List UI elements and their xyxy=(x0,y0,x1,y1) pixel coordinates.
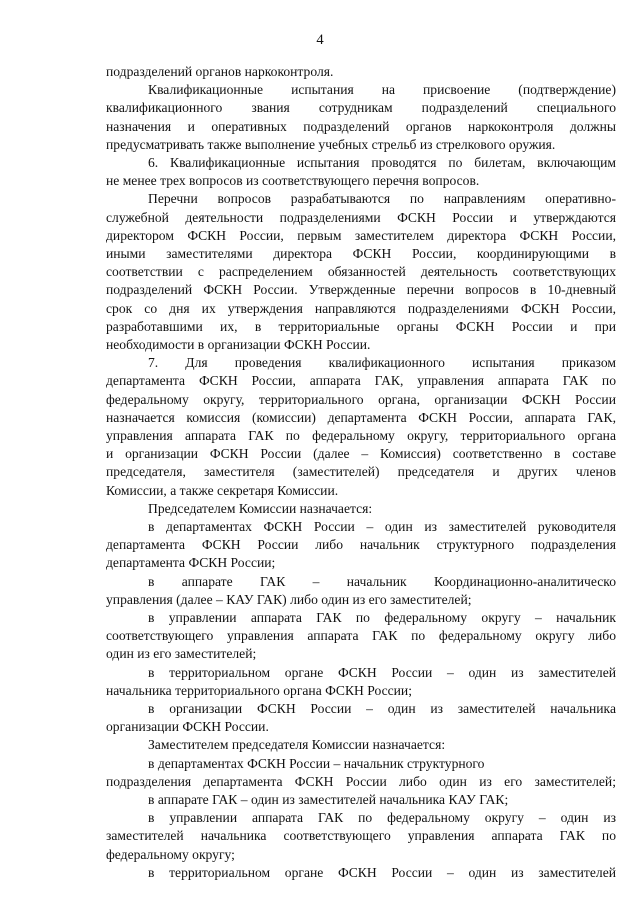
text-line: департамента ФСКН России; xyxy=(106,555,276,571)
text-line: не менее трех вопросов из соответствующего перечня вопросов. xyxy=(106,173,480,189)
text-line: в организации ФСКН России – один из заместителей начальника xyxy=(148,701,616,716)
text-line: в территориальном органе ФСКН России – один из заместителей xyxy=(148,864,616,880)
text-line: 6. Квалификационные испытания проводятся по билетам, включающим xyxy=(148,155,616,170)
text-line: Заместителем председателя Комиссии назначается: xyxy=(148,737,446,753)
text-line: в аппарате ГАК – начальник Координационно-аналитическо xyxy=(148,573,616,589)
text-line: подразделений органов наркоконтроля. xyxy=(106,64,334,79)
text-line: в департаментах ФСКН России – один из заместителей руководителя xyxy=(148,519,616,534)
text-line: разработавшими их, в территориальные органы ФСКН России и при xyxy=(106,318,616,334)
text-line: председателя, заместителя (заместителей) председателя и других членов xyxy=(106,464,616,480)
text-line: в департаментах ФСКН России – начальник структурного xyxy=(148,755,485,771)
text-line: срок со дня их утверждения направляются подразделениями ФСКН России, xyxy=(106,300,616,316)
text-line: и организации ФСКН России (далее – Комиссия) соответственно в составе xyxy=(106,446,616,462)
text-line: в аппарате ГАК – один из заместителей начальника КАУ ГАК; xyxy=(148,792,509,807)
text-line: в территориальном органе ФСКН России – один из заместителей xyxy=(148,664,616,680)
text-line: соответствующего управления аппарата ГАК по федеральному округу либо xyxy=(106,628,616,644)
text-line: необходимости в организации ФСКН России. xyxy=(106,337,371,352)
text-line: федеральному округу, территориального органа, организации ФСКН России xyxy=(106,391,616,407)
text-line: заместителей начальника соответствующего управления аппарата ГАК по xyxy=(106,828,616,844)
text-line: в управлении аппарата ГАК по федеральному округу – один из xyxy=(148,810,616,826)
text-line: федеральному округу; xyxy=(106,846,235,862)
text-line: иными заместителями директора ФСКН России, координирующими в xyxy=(106,246,616,261)
text-line: в управлении аппарата ГАК по федеральному округу – начальник xyxy=(148,610,616,625)
text-line: назначения и оперативных подразделений органов наркоконтроля должны xyxy=(106,118,616,134)
text-line: Квалификационные испытания на присвоение (подтверждение) xyxy=(148,82,616,98)
text-line: Комиссии, а также секретаря Комиссии. xyxy=(106,482,339,498)
text-line: Председателем Комиссии назначается: xyxy=(148,500,373,516)
text-line: департамента ФСКН России, аппарата ГАК, управления аппарата ГАК по xyxy=(106,373,616,389)
text-line: квалификационного звания сотрудникам подразделений специального xyxy=(106,100,616,116)
text-line: назначается комиссия (комиссии) департамента ФСКН России, аппарата ГАК, xyxy=(106,409,616,425)
text-line: служебной деятельности подразделениями ФСКН России и утверждаются xyxy=(106,209,616,225)
text-line: управления (далее – КАУ ГАК) либо один из его заместителей; xyxy=(106,591,472,607)
text-line: начальника территориального органа ФСКН России; xyxy=(106,682,412,698)
text-line: департамента ФСКН России либо начальник структурного подразделения xyxy=(106,537,616,553)
text-line: директором ФСКН России, первым заместителем директора ФСКН России, xyxy=(106,227,616,243)
text-line: предусматривать также выполнение учебных стрельб из стрелкового оружия. xyxy=(106,136,556,152)
text-line: Перечни вопросов разрабатываются по направлениям оперативно- xyxy=(148,191,616,207)
text-line: один из его заместителей; xyxy=(106,646,257,662)
text-line: подразделений ФСКН России. Утвержденные перечни вопросов в 10-дневный xyxy=(106,282,616,298)
text-line: подразделения департамента ФСКН России либо один из его заместителей; xyxy=(106,773,616,789)
text-line: соответствии с распределением обязанностей деятельность соответствующих xyxy=(106,264,616,280)
text-line: 7. Для проведения квалификационного испытания приказом xyxy=(148,355,616,371)
text-line: организации ФСКН России. xyxy=(106,719,269,735)
page-number: 4 xyxy=(316,32,324,48)
text-line: управления аппарата ГАК по федеральному округу, территориального органа xyxy=(106,428,616,443)
